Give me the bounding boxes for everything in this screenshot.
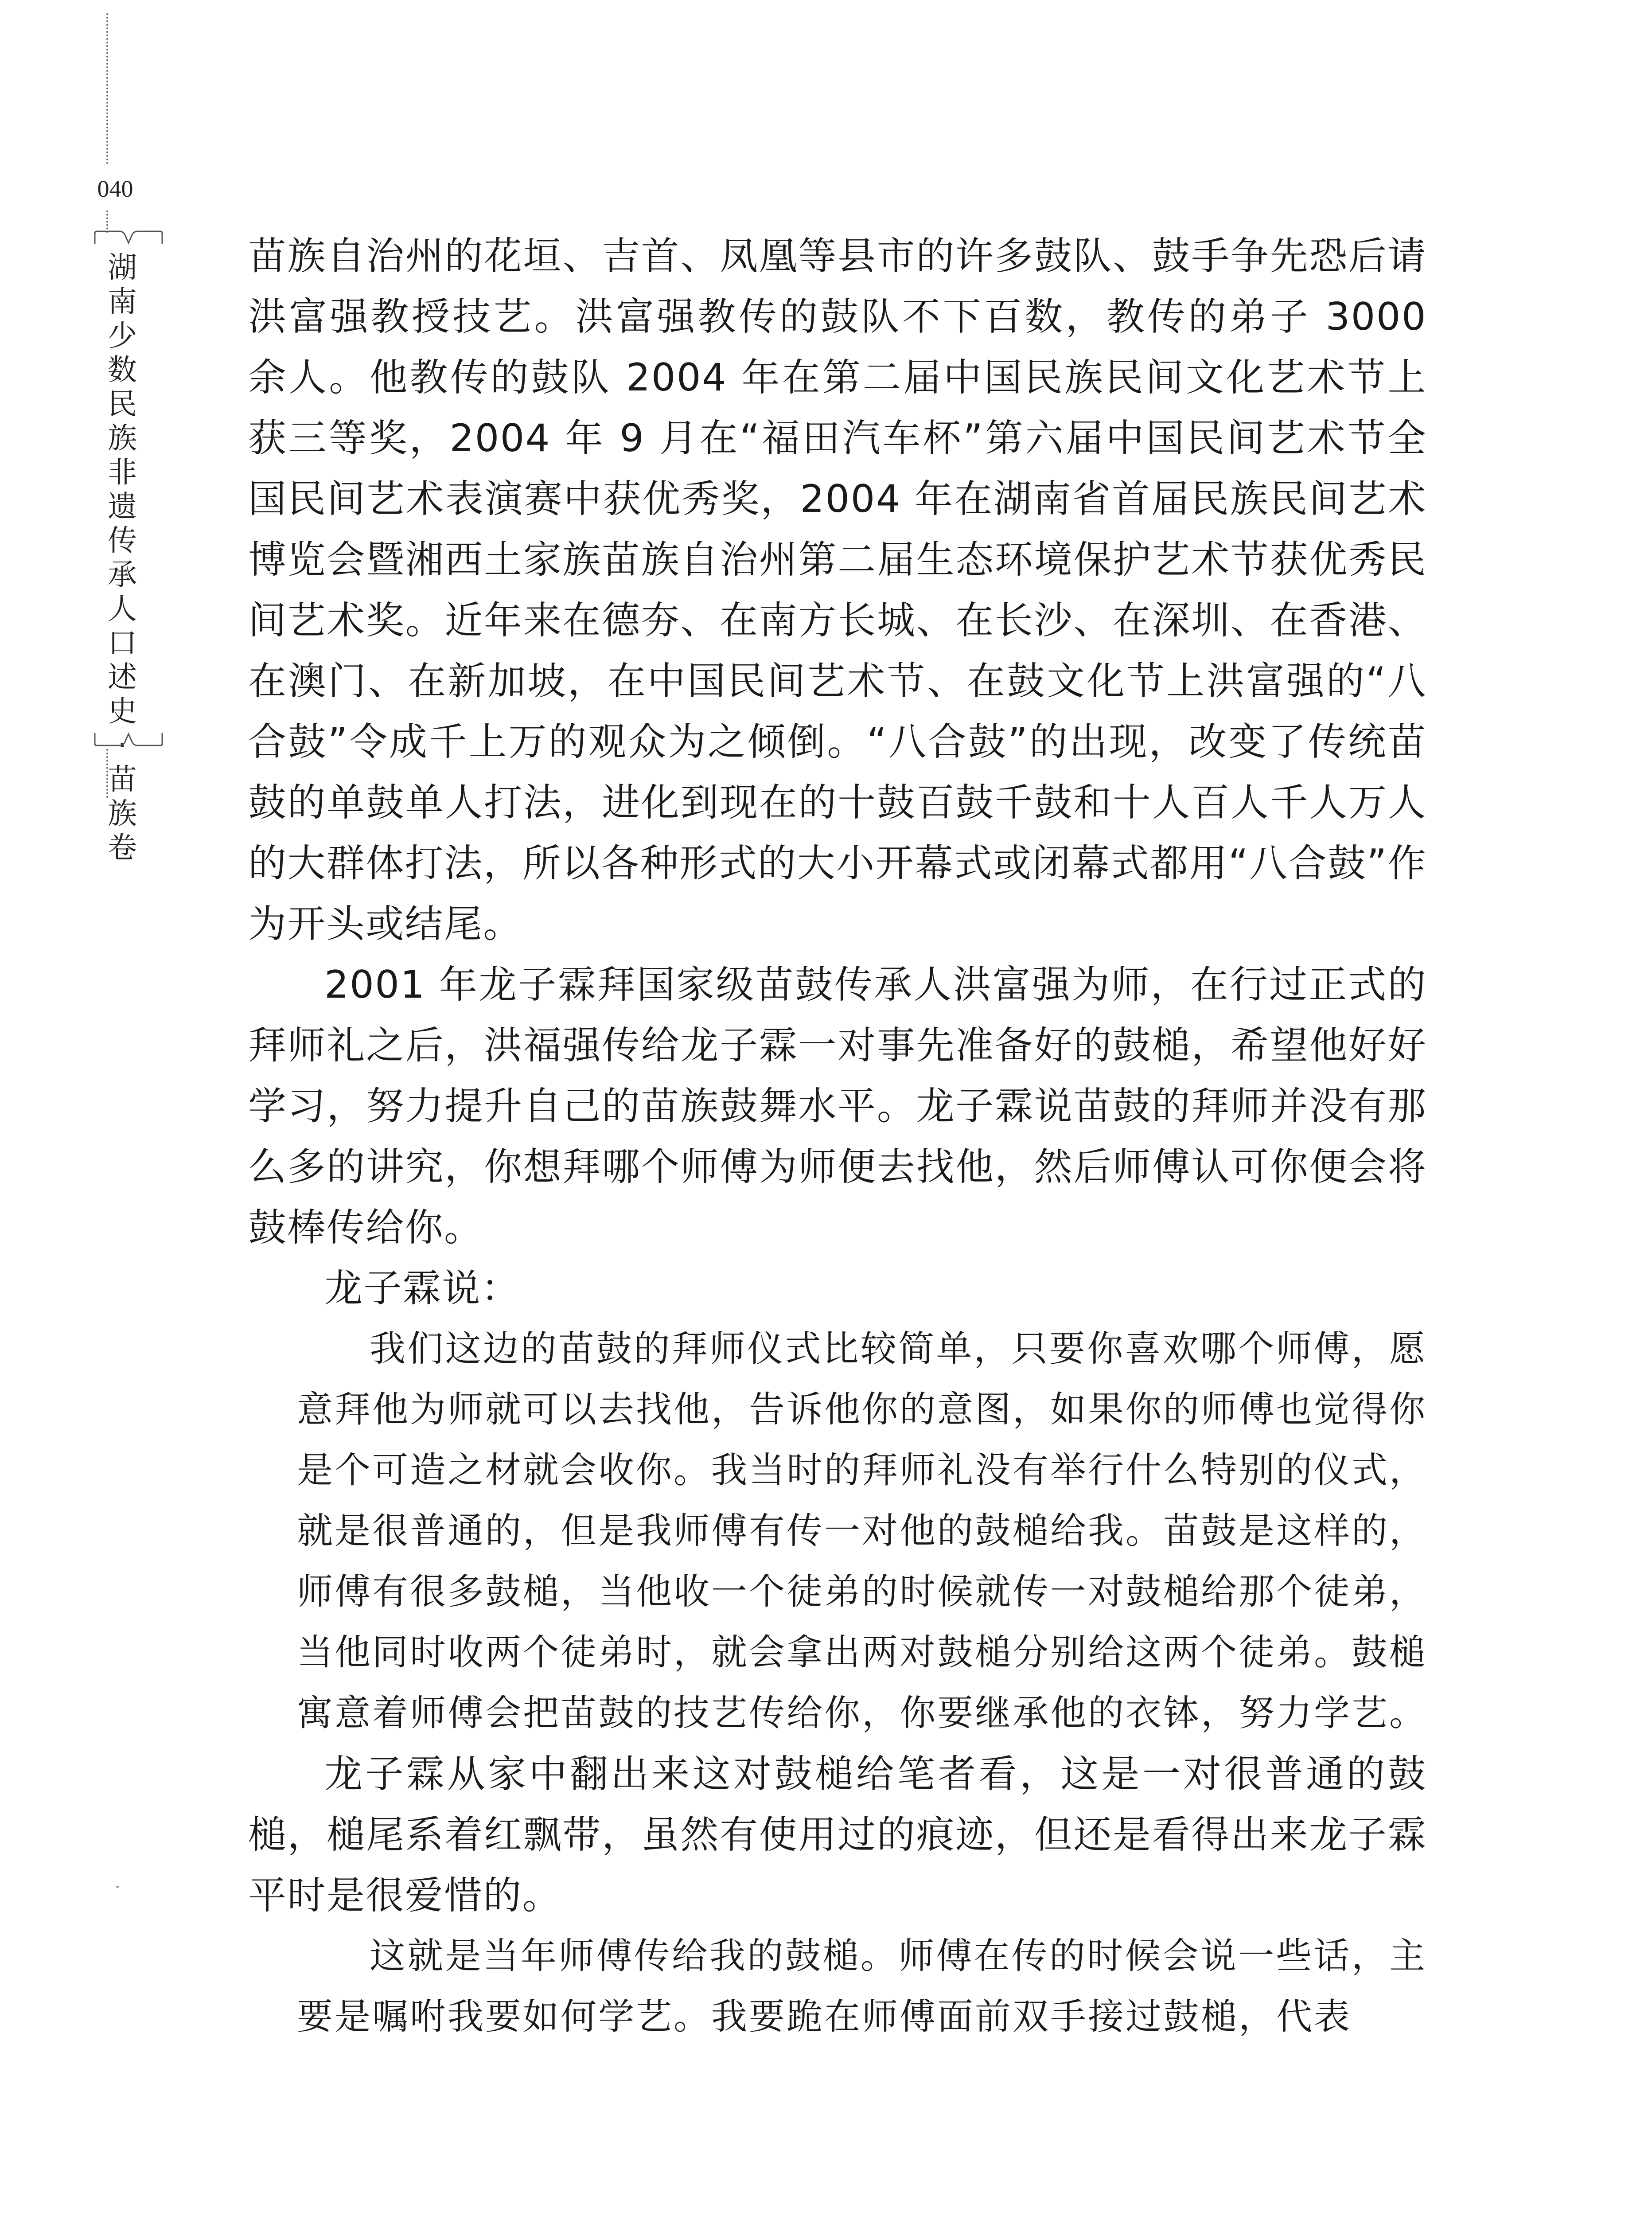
paragraph-continued: 苗族自治州的花垣、吉首、凤凰等县市的许多鼓队、鼓手争先恐后请洪富强教授技艺。洪富强教传的鼓队不下百数，教传的弟子 3000 余人。他教传的鼓队 2004 年在第二届中国民族民间文化艺术节上获三等奖，2004 年 9 月在“福田汽车杯”第六届中国民间艺术节全国民间艺术表演赛中获优秀奖，2004 年在湖南省首届民族民间艺术博览会暨湘西土家族苗族自治州第二届生态环境保护艺术节获优秀民间艺术奖。近年来在德夯、在南方长城、在长沙、在深圳、在香港、在澳门、在新加坡，在中国民间艺术节、在鼓文化节上洪富强的“八合鼓”令成千上万的观众为之倾倒。“八合鼓”的出现，改变了传统苗鼓的单鼓单人打法，进化到现在的十鼓百鼓千鼓和十人百人千人万人的大群体打法，所以各种形式的大小开幕式或闭幕式都用“八合鼓”作为开头或结尾。: [248, 234, 1427, 946]
title-char: 南: [108, 285, 137, 319]
paragraph-apprenticeship: 2001 年龙子霖拜国家级苗鼓传承人洪富强为师，在行过正式的拜师礼之后，洪福强传给龙子霖一对事先准备好的鼓槌，希望他好好学习，努力提升自己的苗族鼓舞水平。龙子霖说苗鼓的拜师并没有那么多的讲究，你想拜哪个师傅为师便去找他，然后师傅认可你便会将鼓棒传给你。: [248, 963, 1427, 1250]
quote-master-gift: 这就是当年师傅传给我的鼓槌。师傅在传的时候会说一些话，主要是嘱咐我要如何学艺。我要跪在师傅面前双手接过鼓槌，代表: [297, 1935, 1427, 2038]
title-char: 非: [108, 455, 137, 489]
quote-ceremony: 我们这边的苗鼓的拜师仪式比较简单，只要你喜欢哪个师傅，愿意拜他为师就可以去找他，告诉他你的意图，如果你的师傅也觉得你是个可造之材就会收你。我当时的拜师礼没有举行什么特别的仪式，就是很普通的，但是我师傅有传一对他的鼓槌给我。苗鼓是这样的，师傅有很多鼓槌，当他收一个徒弟的时候就传一对鼓槌给那个徒弟，当他同时收两个徒弟时，就会拿出两对鼓槌分别给这两个徒弟。鼓槌寓意着师傅会把苗鼓的技艺传给你，你要继承他的衣钵，努力学艺。: [297, 1328, 1427, 1734]
title-char: 苗: [108, 762, 137, 796]
paragraph-drumsticks: 龙子霖从家中翻出来这对鼓槌给笔者看，这是一对很普通的鼓槌，槌尾系着红飘带，虽然有使用过的痕迹，但还是看得出来龙子霖平时是很爱惜的。: [248, 1752, 1427, 1918]
title-bracket-top: [93, 230, 164, 246]
main-text: [248, 226, 1427, 2048]
title-char: 民: [108, 387, 137, 421]
paragraph-speaker-intro: 龙子霖说：: [324, 1266, 520, 1311]
title-char: 少: [108, 319, 137, 353]
margin-speck: [116, 1886, 119, 1888]
title-char: 数: [108, 353, 137, 387]
title-char: 史: [108, 694, 137, 728]
title-char: ·: [117, 728, 127, 762]
page-number: 040: [97, 176, 133, 202]
title-char: 承: [108, 558, 137, 592]
title-char: 卷: [108, 831, 137, 865]
title-char: 述: [108, 660, 137, 694]
title-char: 族: [108, 796, 137, 831]
title-char: 遗: [108, 489, 137, 523]
title-char: 口: [108, 626, 137, 660]
title-char: 传: [108, 523, 137, 558]
margin-dotted-rule-middle: [106, 211, 108, 233]
title-char: 族: [108, 421, 137, 455]
margin-dotted-rule-bottom: [106, 749, 108, 798]
title-bracket-bottom: [93, 731, 164, 746]
margin-dotted-rule-top: [106, 13, 108, 164]
title-char: 人: [108, 592, 137, 626]
title-char: 湖: [108, 250, 137, 285]
book-title-vertical: [104, 250, 140, 865]
